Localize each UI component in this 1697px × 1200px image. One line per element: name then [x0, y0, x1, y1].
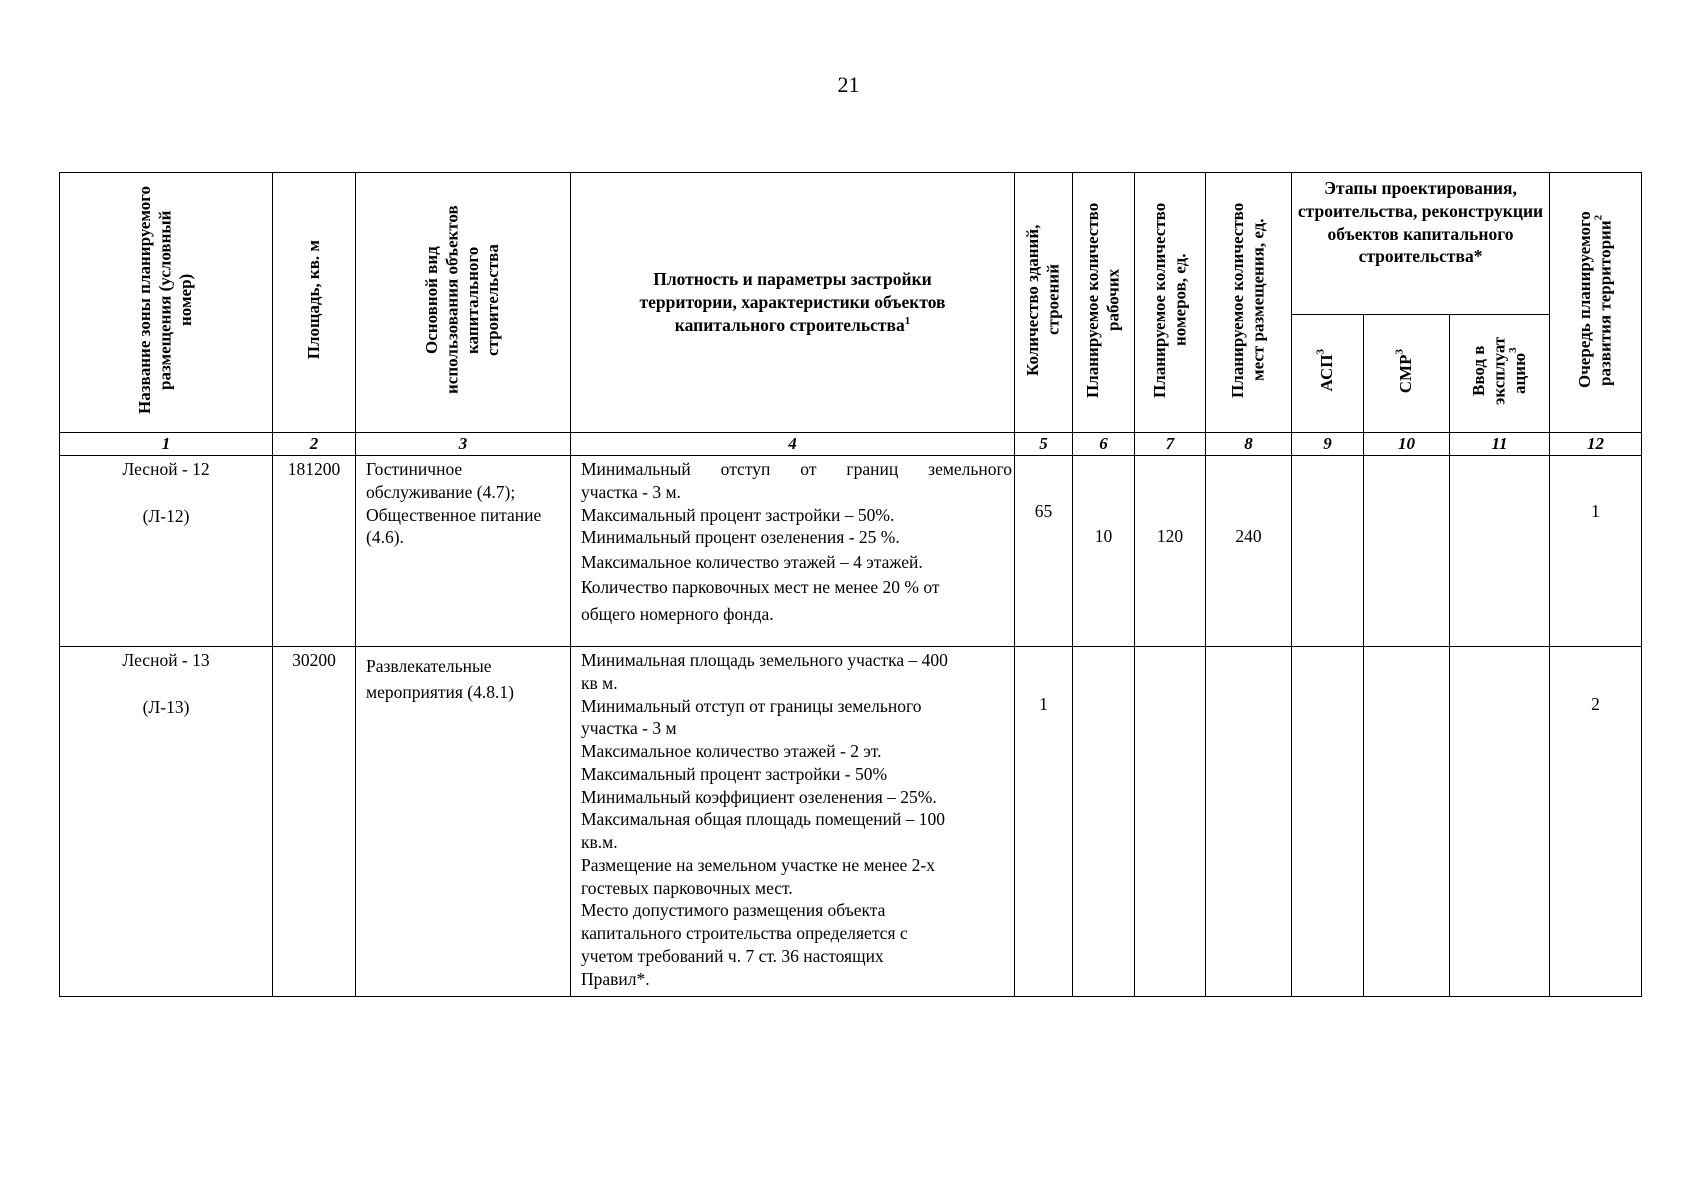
- col-number: 10: [1364, 433, 1450, 456]
- asp-cell: [1292, 647, 1364, 997]
- col-number: 3: [356, 433, 571, 456]
- param-line: Максимальный процент застройки – 50%.: [581, 504, 895, 525]
- places-cell: [1206, 647, 1292, 997]
- zone-code: (Л-13): [142, 696, 190, 717]
- param-line: Минимальный коэффициент озеленения – 25%.: [581, 786, 937, 807]
- param-line: Количество парковочных мест не менее 20 % от: [581, 576, 940, 597]
- jobs-cell: [1073, 647, 1135, 997]
- page-number: 21: [837, 72, 860, 97]
- params-cell: [571, 456, 1015, 647]
- param-line: Размещение на земельном участке не менее 2-х: [581, 854, 935, 875]
- header-area: Площадь, кв. м: [273, 173, 356, 433]
- header-stages: Этапы проектирования, строительства, реконструкции объектов капитального строительства*: [1292, 173, 1550, 315]
- commission-cell: [1450, 647, 1550, 997]
- header-params: Плотность и параметры застройки территории, характеристики объектов капитального строительства$^1$: [571, 173, 1015, 433]
- header-buildings: Количество зданий, строений: [1015, 173, 1073, 433]
- smr-cell: [1364, 456, 1450, 647]
- param-line: Минимальная площадь земельного участка – 400: [581, 650, 948, 671]
- col-number: 6: [1073, 433, 1135, 456]
- col-number: 7: [1135, 433, 1206, 456]
- queue-cell: 1: [1550, 456, 1642, 647]
- asp-cell: [1292, 456, 1364, 647]
- table-row: [60, 456, 1642, 647]
- param-line: Максимальный процент застройки - 50%: [581, 763, 888, 784]
- col-number: 4: [571, 433, 1015, 456]
- table-row: [60, 647, 1642, 997]
- param-line: участка - 3 м.: [581, 481, 681, 502]
- smr-cell: [1364, 647, 1450, 997]
- col-number: 9: [1292, 433, 1364, 456]
- col-number: 5: [1015, 433, 1073, 456]
- area-cell: 30200: [273, 647, 356, 997]
- zone-code: (Л-12): [142, 505, 190, 526]
- param-line: Максимальное количество этажей – 4 этажей.: [581, 552, 923, 573]
- param-line: участка - 3 м: [581, 718, 677, 739]
- rooms-cell: [1135, 647, 1206, 997]
- param-line: кв.м.: [581, 832, 618, 853]
- usage-line: Общественное питание (4.6).: [366, 504, 542, 548]
- col-number: 8: [1206, 433, 1292, 456]
- param-line: Минимальный отступ от границ земельного: [581, 459, 1012, 480]
- param-line: Правил*.: [581, 968, 650, 989]
- header-rooms: Планируемое количество номеров, ед.: [1135, 173, 1206, 433]
- header-smr: СМР$^3$: [1364, 315, 1450, 433]
- params-cell: [571, 647, 1015, 997]
- header-places: Планируемое количество мест размещения, ед.: [1206, 173, 1292, 433]
- param-line: кв м.: [581, 672, 618, 693]
- param-line: Максимальное количество этажей - 2 эт.: [581, 741, 882, 762]
- zone-name: Лесной - 12: [122, 459, 210, 480]
- buildings-cell: 65: [1015, 456, 1073, 647]
- header-commission: Ввод в эксплуат ацию$^3$: [1450, 315, 1550, 433]
- header-row-1: [60, 173, 1642, 315]
- jobs-cell: 10: [1073, 456, 1135, 647]
- param-line: капитального строительства определяется с: [581, 923, 908, 944]
- param-line: Минимальный отступ от границы земельного: [581, 695, 922, 716]
- col-number: 1: [60, 433, 273, 456]
- header-asp: АСП$^3$: [1292, 315, 1364, 433]
- param-line: учетом требований ч. 7 ст. 36 настоящих: [581, 945, 884, 966]
- column-numbers-row: [60, 433, 1642, 456]
- zone-cell: [60, 456, 273, 647]
- header-queue: Очередь планируемого развития территории$^2$: [1550, 173, 1642, 433]
- queue-cell: 2: [1550, 647, 1642, 997]
- zone-name: Лесной - 13: [122, 650, 210, 671]
- places-cell: 240: [1206, 456, 1292, 647]
- rooms-cell: 120: [1135, 456, 1206, 647]
- usage-line: Гостиничное обслуживание (4.7);: [366, 459, 516, 502]
- param-line: Максимальная общая площадь помещений – 100: [581, 809, 946, 830]
- commission-cell: [1450, 456, 1550, 647]
- param-line: Место допустимого размещения объекта: [581, 900, 886, 921]
- col-number: 2: [273, 433, 356, 456]
- col-number: 11: [1450, 433, 1550, 456]
- buildings-cell: 1: [1015, 647, 1073, 997]
- zones-table: [59, 172, 1642, 997]
- header-zone-name: Название зоны планируемого размещения (условный номер): [60, 173, 273, 433]
- usage-line: Развлекательные мероприятия (4.8.1): [366, 656, 514, 703]
- param-line: общего номерного фонда.: [581, 603, 774, 624]
- header-usage: Основной вид использования объектов капитального строительства: [356, 173, 571, 433]
- area-cell: 181200: [273, 456, 356, 647]
- usage-cell: [356, 647, 571, 997]
- header-jobs: Планируемое количество рабочих: [1073, 173, 1135, 433]
- col-number: 12: [1550, 433, 1642, 456]
- usage-cell: [356, 456, 571, 647]
- param-line: гостевых парковочных мест.: [581, 877, 793, 898]
- zone-cell: [60, 647, 273, 997]
- param-line: Минимальный процент озеленения - 25 %.: [581, 527, 900, 548]
